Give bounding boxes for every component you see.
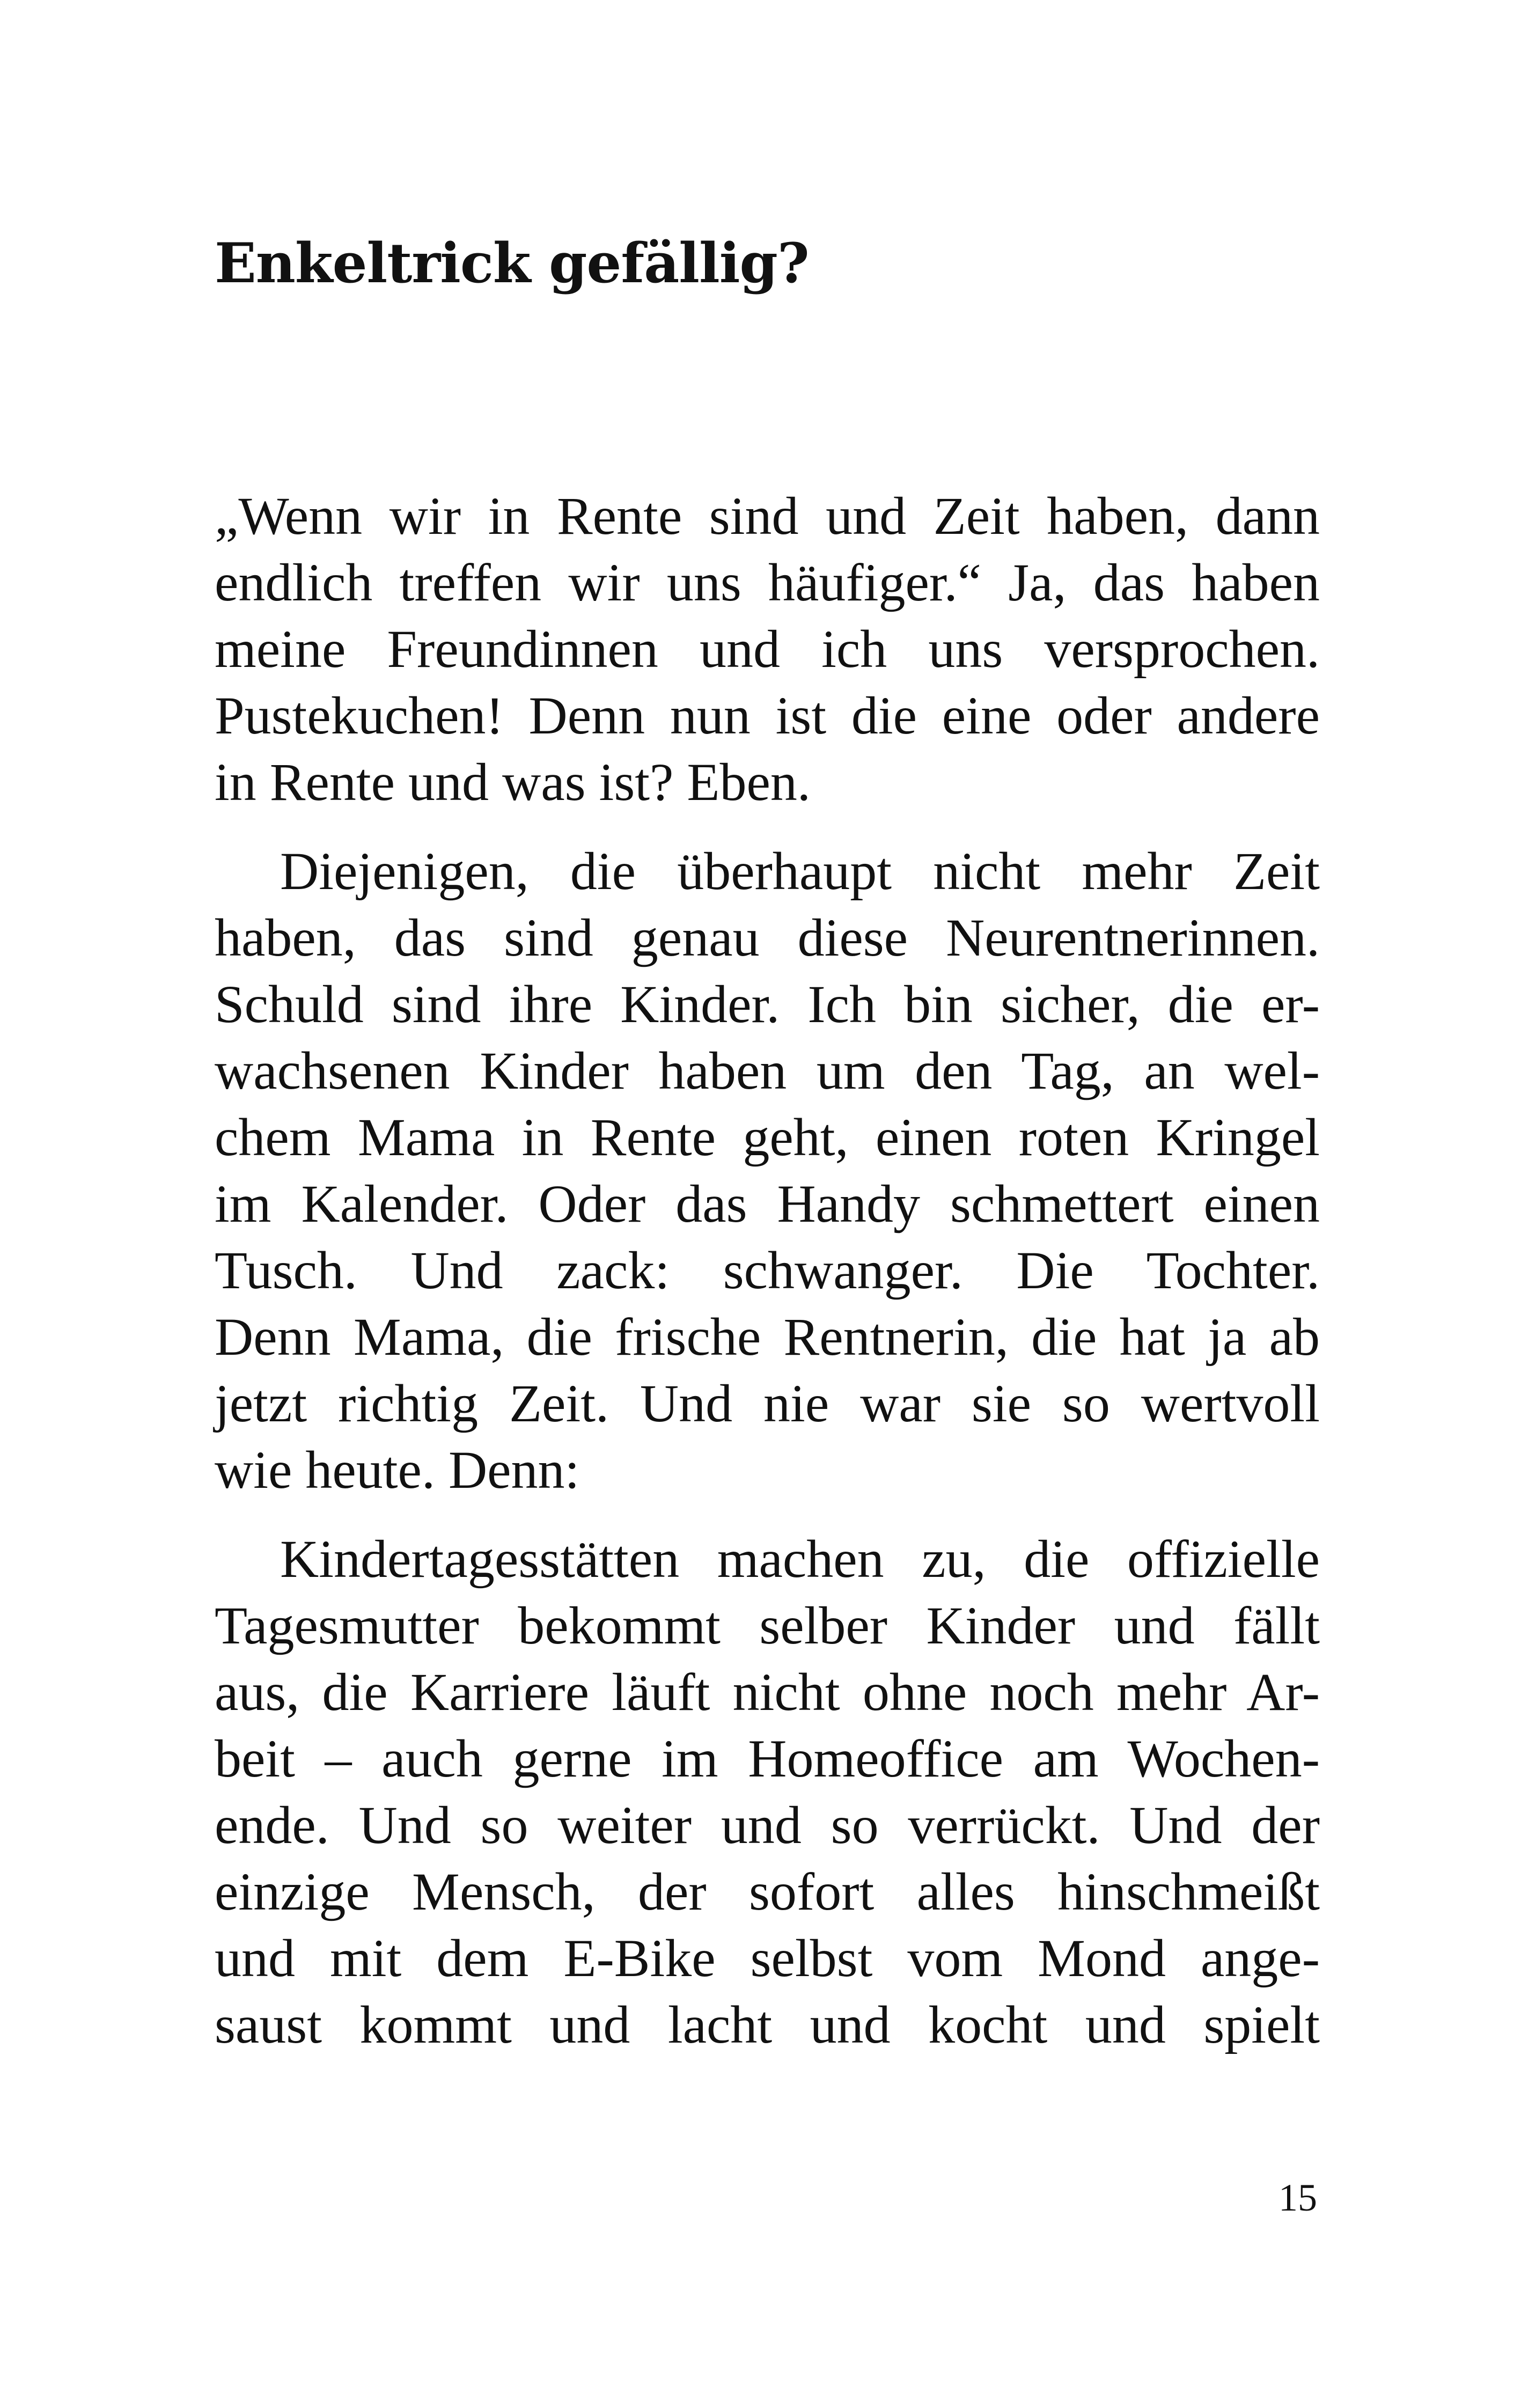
text-line: endlich treffen wir uns häufiger.“ Ja, das haben	[215, 553, 1320, 612]
text-line: Denn Mama, die frische Rentnerin, die hat ja ab	[215, 1307, 1320, 1367]
text-line: und mit dem E-Bike selbst vom Mond ange-	[215, 1928, 1320, 1988]
text-line: jetzt richtig Zeit. Und nie war sie so wertvoll	[215, 1374, 1320, 1433]
text-line: wachsenen Kinder haben um den Tag, an wel-	[215, 1041, 1320, 1100]
text-line: Kindertagesstätten machen zu, die offizielle	[280, 1529, 1320, 1589]
paragraph-gap	[215, 1503, 1320, 1526]
paragraph	[215, 483, 1320, 816]
body-text	[215, 483, 1320, 2058]
text-line: saust kommt und lacht und kocht und spielt	[215, 1995, 1320, 2054]
text-line: aus, die Karriere läuft nicht ohne noch mehr Ar-	[215, 1662, 1320, 1722]
text-line: beit – auch gerne im Homeoffice am Wochen-	[215, 1729, 1320, 1788]
page-number: 15	[1278, 2176, 1317, 2219]
text-line: Diejenigen, die überhaupt nicht mehr Zeit	[280, 841, 1320, 901]
text-line: Schuld sind ihre Kinder. Ich bin sicher, die er-	[215, 974, 1320, 1034]
text-line: im Kalender. Oder das Handy schmettert einen	[215, 1174, 1320, 1234]
text-line: chem Mama in Rente geht, einen roten Kringel	[215, 1107, 1320, 1167]
chapter-title: Enkeltrick gefällig?	[215, 231, 809, 296]
text-line: einzige Mensch, der sofort alles hinschmeißt	[215, 1862, 1320, 1921]
text-line: Tagesmutter bekommt selber Kinder und fällt	[215, 1596, 1320, 1655]
text-line: Tusch. Und zack: schwanger. Die Tochter.	[215, 1240, 1320, 1300]
text-line: haben, das sind genau diese Neurentnerinnen.	[215, 908, 1320, 967]
text-line: meine Freundinnen und ich uns versprochen.	[215, 619, 1320, 679]
text-line: „Wenn wir in Rente sind und Zeit haben, dann	[215, 486, 1320, 546]
paragraph	[215, 1526, 1320, 2058]
text-line: wie heute. Denn:	[215, 1440, 580, 1500]
text-line: in Rente und was ist? Eben.	[215, 752, 811, 812]
text-line: Pustekuchen! Denn nun ist die eine oder andere	[215, 686, 1320, 745]
text-line: ende. Und so weiter und so verrückt. Und der	[215, 1795, 1320, 1855]
paragraph-gap	[215, 816, 1320, 838]
paragraph	[215, 838, 1320, 1503]
